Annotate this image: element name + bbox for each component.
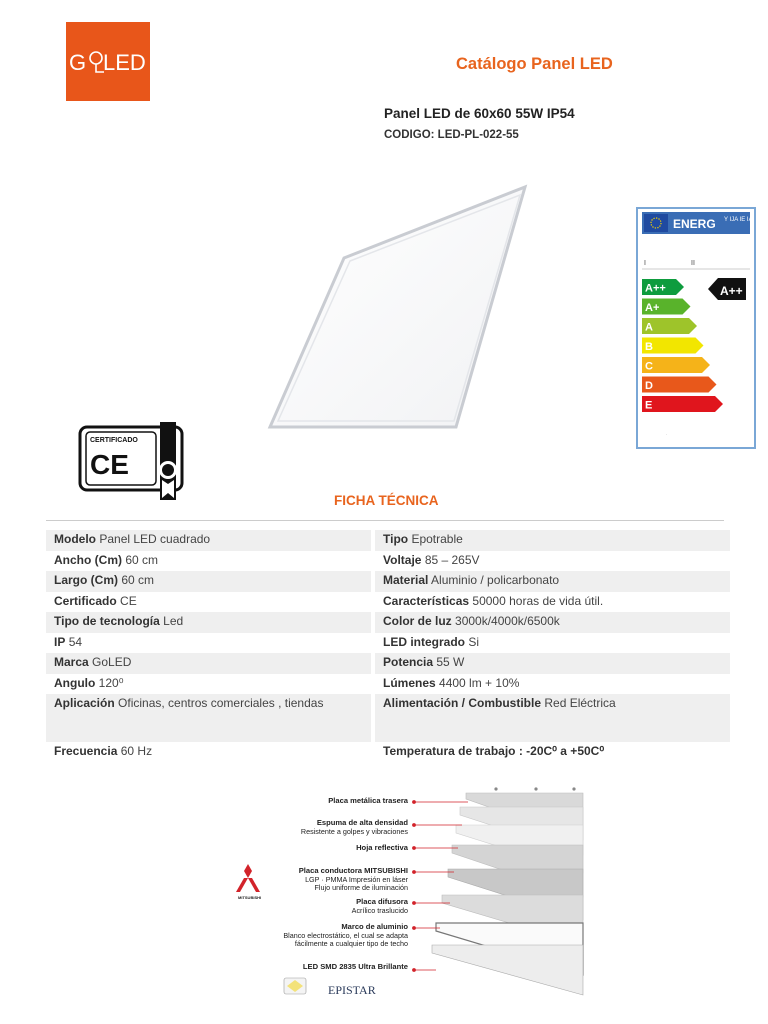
led-panel-image	[240, 165, 570, 450]
catalog-title: Catálogo Panel LED	[456, 55, 613, 73]
layer-label-aluminum-frame: Marco de aluminio Blanco electrostático, el cual se adapta fácilmente a cualquier tipo de techo	[283, 922, 408, 948]
epistar-chip-icon	[284, 978, 306, 994]
spec-right-cell	[375, 571, 730, 592]
layer-label-led-smd: LED SMD 2835 Ultra Brillante	[302, 962, 408, 971]
energy-class-label: B	[645, 341, 653, 353]
eu-flag-icon	[644, 214, 668, 232]
spec-key: Aplicación	[54, 696, 115, 710]
spec-row	[46, 633, 730, 654]
spec-value: Led	[163, 614, 184, 628]
spec-value: Panel LED cuadrado	[99, 532, 211, 546]
spec-right-cell	[375, 742, 730, 763]
spec-left-cell	[46, 612, 371, 633]
energy-rating: A++	[720, 284, 743, 298]
energy-class-bar	[642, 377, 717, 393]
layer-label-light-guide: Placa conductora MITSUBISHI LGP · PMMA Impresión en láser Flujo uniforme de iluminación	[298, 866, 408, 892]
spec-value: Oficinas, centros comerciales , tiendas	[118, 696, 324, 710]
energy-roman-2: II	[691, 260, 695, 267]
spec-left-cell	[46, 571, 371, 592]
panel-layers-diagram	[236, 785, 586, 1000]
spec-key: Voltaje	[383, 552, 422, 567]
energy-title: ENERG	[673, 217, 716, 231]
spec-right-cell	[375, 530, 730, 551]
mitsubishi-label: MITSUBISHI	[238, 895, 262, 900]
spec-left-cell	[46, 530, 371, 551]
spec-right-cell	[375, 612, 730, 633]
spec-value: Red Eléctrica	[544, 696, 616, 710]
spec-key: Temperatura de trabajo : -20C⁰ a +50C⁰	[383, 744, 605, 758]
spec-key: Angulo	[54, 675, 96, 690]
energy-class-label: A	[645, 321, 653, 334]
spec-left-cell	[46, 694, 371, 742]
spec-value: 54	[68, 634, 83, 649]
spec-row	[46, 742, 730, 763]
spec-key: Frecuencia	[54, 744, 118, 758]
spec-row	[46, 592, 730, 613]
spec-value: Si	[468, 634, 480, 649]
section-title-ficha-tecnica: FICHA TÉCNICA	[334, 493, 439, 508]
spec-value: CE	[120, 593, 137, 608]
spec-left-cell	[46, 551, 371, 572]
spec-value: 3000k/4000k/6500k	[455, 614, 560, 628]
logo-text-left: G	[69, 50, 87, 75]
spec-key: Material	[383, 573, 429, 587]
energy-class-label: A++	[645, 282, 666, 295]
energy-class-label: E	[645, 399, 653, 412]
layer-label-back-plate: Placa metálica trasera	[328, 796, 408, 805]
spec-right-cell	[375, 551, 730, 572]
spec-key: Características	[383, 593, 470, 608]
product-name: Panel LED de 60x60 55W IP54	[384, 106, 575, 121]
spec-left-cell	[46, 633, 371, 654]
svg-text:.: .	[666, 431, 668, 436]
energy-label	[636, 207, 756, 449]
bulb-icon	[90, 52, 104, 72]
spec-key: Color de luz	[383, 614, 452, 628]
spec-row	[46, 674, 730, 695]
ce-mark: CE	[90, 449, 129, 480]
spec-right-cell	[375, 674, 730, 695]
spec-right-cell	[375, 653, 730, 674]
energy-class-bar	[642, 396, 723, 412]
spec-right-cell	[375, 633, 730, 654]
spec-row	[46, 571, 730, 592]
spec-value: 60 cm	[125, 552, 159, 567]
spec-left-cell	[46, 742, 371, 763]
spec-key: Lúmenes	[383, 675, 436, 690]
spec-table	[46, 530, 730, 763]
spec-left-cell	[46, 653, 371, 674]
product-code: CODIGO: LED-PL-022-55	[384, 129, 519, 141]
spec-key: Tipo de tecnología	[54, 614, 160, 628]
spec-key: Ancho (Cm)	[54, 552, 122, 567]
spec-right-cell	[375, 694, 730, 742]
spec-row	[46, 612, 730, 633]
spec-right-cell	[375, 592, 730, 613]
spec-row	[46, 694, 730, 742]
section-divider	[46, 520, 724, 521]
layers-illustration	[432, 787, 583, 995]
spec-value: 60 Hz	[120, 744, 153, 758]
spec-value: 55 W	[436, 655, 465, 669]
spec-key: Marca	[54, 655, 89, 669]
spec-key: Potencia	[383, 655, 434, 669]
spec-value: 50000 horas de vida útil.	[472, 593, 604, 608]
spec-value: GoLED	[92, 655, 132, 669]
spec-key: Modelo	[54, 532, 96, 546]
energy-class-label: A+	[645, 302, 660, 314]
spec-key: Largo (Cm)	[54, 573, 118, 587]
energy-title-sup: Y IJA IE IA	[724, 217, 753, 223]
spec-value: 4400 lm + 10%	[439, 675, 520, 690]
spec-key: Alimentación / Combustible	[383, 696, 542, 710]
certificate-label: CERTIFICADO	[90, 437, 138, 444]
spec-key: IP	[54, 634, 66, 649]
spec-row	[46, 530, 730, 551]
spec-left-cell	[46, 674, 371, 695]
epistar-label: EPISTAR	[328, 983, 376, 997]
logo-text-right: LED	[103, 50, 146, 75]
layer-label-reflective-sheet: Hoja reflectiva	[356, 843, 408, 852]
energy-class-label: C	[645, 360, 653, 373]
spec-key: Tipo	[383, 532, 409, 546]
ribbon-seal-icon	[159, 422, 177, 500]
layer-label-foam: Espuma de alta densidad Resistente a golpes y vibraciones	[300, 818, 408, 836]
ce-certificate	[78, 422, 184, 500]
mitsubishi-logo-icon	[236, 864, 260, 892]
spec-key: Certificado	[54, 593, 117, 608]
spec-value: 60 cm	[121, 573, 155, 587]
spec-value: Epotrable	[411, 532, 463, 546]
energy-roman-1: I	[644, 260, 646, 267]
spec-left-cell	[46, 592, 371, 613]
spec-row	[46, 653, 730, 674]
spec-key: LED integrado	[383, 634, 466, 649]
spec-value: 85 – 265V	[424, 552, 480, 567]
goled-logo	[66, 22, 150, 101]
spec-value: Aluminio / policarbonato	[431, 573, 560, 587]
spec-row	[46, 551, 730, 572]
energy-class-label: D	[645, 380, 653, 392]
spec-value: 120⁰	[98, 675, 124, 690]
layer-label-diffuser: Placa difusora Acrílico traslucido	[351, 897, 408, 915]
